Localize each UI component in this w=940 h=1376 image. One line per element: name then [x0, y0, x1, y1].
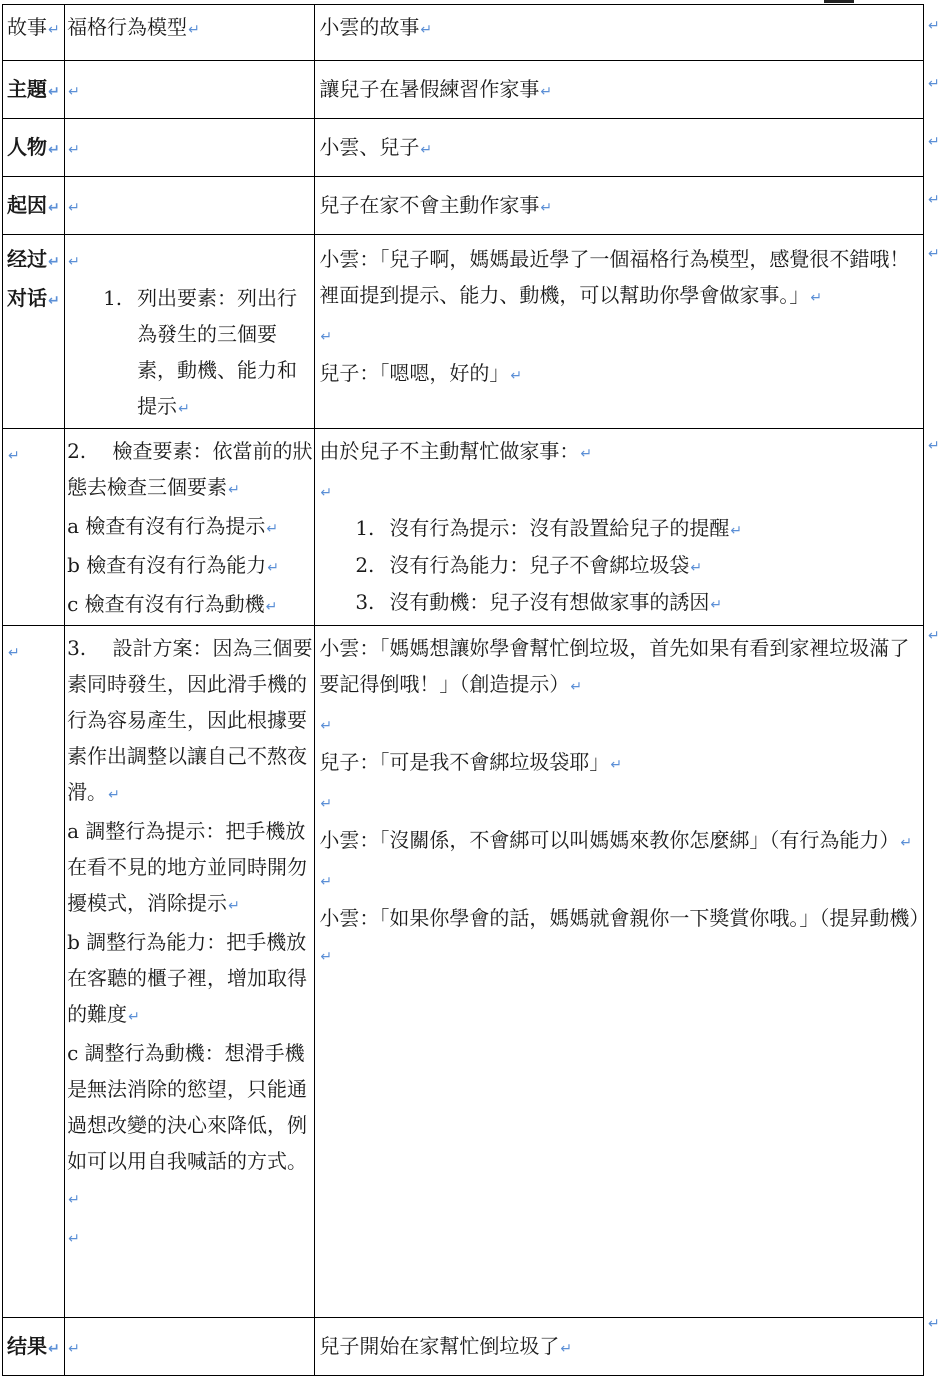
cause-label: 起因	[7, 193, 47, 217]
return-mark: ↵	[420, 22, 433, 38]
step2-row	[3, 429, 924, 626]
return-mark: ↵	[48, 293, 60, 309]
result-empty-cell	[65, 1318, 315, 1376]
process-label-cell	[3, 235, 65, 429]
return-mark: ↵	[68, 1341, 80, 1357]
process-label-line2	[7, 280, 64, 319]
process-step1-cell	[65, 235, 315, 429]
dialog1-line2: 兒子：「嗯嗯，好的」	[319, 361, 510, 385]
return-mark: ↵	[540, 84, 553, 100]
step3-blank	[67, 1218, 314, 1257]
step3-blank2	[319, 783, 923, 822]
return-mark: ↵	[8, 448, 20, 464]
step2-item1-num: 1.	[355, 516, 375, 540]
cause-value-cell	[315, 177, 924, 235]
step3-desc-cell	[65, 626, 315, 1318]
return-mark: ↵	[580, 446, 593, 462]
characters-row	[3, 119, 924, 177]
step2-item2-text: 沒有行為能力：兒子不會綁垃圾袋	[389, 553, 690, 577]
step3-d2-wrap	[319, 744, 923, 783]
return-mark: ↵	[68, 84, 80, 100]
header-col3-cell	[315, 5, 924, 61]
return-mark: ↵	[8, 645, 20, 661]
dialog1-line2-wrap	[319, 355, 923, 394]
return-mark: ↵	[320, 874, 333, 890]
return-mark: ↵	[900, 835, 913, 851]
step2-blank	[319, 472, 923, 511]
step3-heading-wrap	[67, 630, 314, 813]
return-mark: ↵	[228, 482, 240, 498]
return-mark: ↵	[68, 142, 80, 158]
step3-dialog3: 小雲：「沒關係，不會綁可以叫媽媽來教你怎麼綁」（有行為能力）	[319, 828, 900, 852]
cause-empty-cell	[65, 177, 315, 235]
return-mark: ↵	[68, 254, 80, 270]
header-col2: 福格行為模型	[67, 15, 188, 39]
step3-blank3	[319, 861, 923, 900]
header-col1-cell	[3, 5, 65, 61]
step3-heading: 3. 設計方案：因為三個要素同時發生，因此滑手機的行為容易產生，因此根據要素作出調整以讓自己不熬夜滑。	[67, 636, 313, 804]
return-mark: ↵	[48, 254, 60, 270]
step3-row	[3, 626, 924, 1318]
return-mark: ↵	[710, 597, 723, 613]
step3-d1-wrap	[319, 630, 923, 705]
step3-dialog1: 小雲：「媽媽想讓妳學會幫忙倒垃圾，首先如果有看到家裡垃圾滿了要記得倒哦！」（創造提示）	[319, 636, 910, 696]
process-dialog-cell	[315, 235, 924, 429]
story-table	[2, 4, 930, 1376]
result-label-cell	[3, 1318, 65, 1376]
step3-dialog-cell	[315, 626, 930, 1318]
return-mark: ↵	[320, 796, 333, 812]
step2-list-item	[319, 511, 923, 548]
return-mark: ↵	[560, 1341, 573, 1357]
theme-value: 讓兒子在暑假練習作家事	[319, 77, 540, 101]
step2-heading-wrap	[67, 433, 314, 508]
result-value-cell	[315, 1318, 924, 1376]
return-mark: ↵	[48, 142, 60, 158]
theme-empty-cell	[65, 61, 315, 119]
return-mark: ↵	[570, 679, 583, 695]
theme-label-cell	[3, 61, 65, 119]
return-mark: ↵	[320, 329, 333, 345]
step3-a-wrap	[67, 813, 314, 924]
step2-desc-cell	[65, 429, 315, 626]
step3-a: a 調整行為提示：把手機放在看不見的地方並同時開勿擾模式，消除提示	[67, 819, 308, 915]
return-mark: ↵	[108, 787, 120, 803]
characters-label-cell	[3, 119, 65, 177]
return-mark: ↵	[48, 22, 60, 38]
cause-row	[3, 177, 924, 235]
return-mark: ↵	[128, 1009, 140, 1025]
return-mark: ↵	[68, 1192, 80, 1208]
process-label2: 对话	[7, 286, 47, 310]
return-mark: ↵	[265, 599, 278, 615]
step2-c-wrap	[67, 586, 314, 625]
header-col3: 小雲的故事	[319, 15, 420, 39]
dialog1-line1-wrap	[319, 241, 923, 316]
step3-b-wrap	[67, 924, 314, 1035]
step2-heading: 2. 檢查要素：依當前的狀態去檢查三個要素	[67, 439, 313, 499]
result-value: 兒子開始在家幫忙倒垃圾了	[319, 1334, 560, 1358]
header-col1: 故事	[7, 15, 47, 39]
process-label-line1	[7, 241, 64, 280]
header-col2-cell	[65, 5, 315, 61]
step2-item1-text: 沒有行為提示：沒有設置給兒子的提醒	[389, 516, 730, 540]
process-step-blank	[67, 241, 314, 280]
step1-text: 列出要素：列出行為發生的三個要素，動機、能力和提示	[137, 286, 298, 418]
step2-intro: 由於兒子不主動幫忙做家事：	[319, 439, 580, 463]
return-mark: ↵	[68, 200, 80, 216]
cause-value: 兒子在家不會主動作家事	[319, 193, 540, 217]
row-end-mark: ↵	[928, 246, 940, 262]
characters-value: 小雲、兒子	[319, 135, 420, 159]
step2-intro-wrap	[319, 433, 923, 472]
dialog1-blank	[319, 316, 923, 355]
theme-value-cell	[315, 61, 924, 119]
step1-number: 1.	[103, 286, 123, 310]
return-mark: ↵	[320, 485, 333, 501]
step2-item2-num: 2.	[355, 553, 375, 577]
return-mark: ↵	[267, 560, 279, 576]
step2-label-cell	[3, 429, 65, 626]
step1-list-item	[67, 280, 314, 427]
step2-c: c 檢查有沒有行為動機	[67, 592, 265, 616]
return-mark: ↵	[266, 521, 279, 537]
row-end-mark: ↵	[928, 134, 940, 150]
return-mark: ↵	[48, 200, 60, 216]
return-mark: ↵	[540, 200, 553, 216]
process-row	[3, 235, 924, 429]
result-row	[3, 1318, 924, 1376]
process-label1: 经过	[7, 247, 47, 271]
return-mark: ↵	[48, 84, 60, 100]
characters-label: 人物	[7, 135, 47, 159]
step3-d4-wrap	[319, 900, 930, 975]
characters-empty-cell	[65, 119, 315, 177]
characters-value-cell	[315, 119, 924, 177]
return-mark: ↵	[730, 523, 743, 539]
cause-label-cell	[3, 177, 65, 235]
step2-list-item	[319, 585, 923, 622]
step2-item3-text: 沒有動機：兒子沒有想做家事的誘因	[389, 590, 710, 614]
step3-blank1	[319, 705, 923, 744]
step2-item3-num: 3.	[355, 590, 375, 614]
return-mark: ↵	[178, 401, 190, 417]
step2-list-item	[319, 548, 923, 585]
row-end-mark: ↵	[928, 628, 940, 644]
step2-b: b 檢查有沒有行為能力	[67, 553, 267, 577]
theme-label: 主題	[7, 77, 47, 101]
step2-a: a 檢查有沒有行為提示	[67, 514, 266, 538]
return-mark: ↵	[320, 949, 333, 965]
row-end-mark: ↵	[928, 192, 940, 208]
step3-label-cell	[3, 626, 65, 1318]
return-mark: ↵	[690, 560, 703, 576]
row-end-mark: ↵	[928, 76, 940, 92]
row-end-mark: ↵	[928, 1316, 940, 1332]
return-mark: ↵	[68, 1231, 80, 1247]
return-mark: ↵	[228, 898, 240, 914]
row-end-mark: ↵	[928, 18, 940, 34]
return-mark: ↵	[48, 1341, 60, 1357]
return-mark: ↵	[810, 290, 823, 306]
step2-b-wrap	[67, 547, 314, 586]
dialog1-line1: 小雲：「兒子啊，媽媽最近學了一個福格行為模型，感覺很不錯哦！裡面提到提示、能力、動機，可以幫助你學會做家事。」	[319, 247, 910, 307]
step3-c: c 調整行為動機：想滑手機是無法消除的慾望，只能通過想改變的決心來降低，例如可以用自我喊話的方式。	[67, 1041, 308, 1173]
header-row	[3, 5, 924, 61]
step3-dialog4: 小雲：「如果你學會的話，媽媽就會親你一下獎賞你哦。」（提昇動機）	[319, 906, 930, 930]
result-label: 结果	[7, 1334, 47, 1358]
theme-row	[3, 61, 924, 119]
top-edge-mark	[824, 0, 854, 3]
step3-c-wrap	[67, 1035, 314, 1218]
return-mark: ↵	[320, 718, 333, 734]
return-mark: ↵	[188, 22, 200, 38]
return-mark: ↵	[420, 142, 433, 158]
return-mark: ↵	[510, 368, 523, 384]
row-end-mark: ↵	[928, 438, 940, 454]
step3-d3-wrap	[319, 822, 923, 861]
step2-a-wrap	[67, 508, 314, 547]
step2-dialog-cell	[315, 429, 924, 626]
step3-b: b 調整行為能力：把手機放在客聽的櫃子裡，增加取得的難度	[67, 930, 308, 1026]
step3-dialog2: 兒子：「可是我不會綁垃圾袋耶」	[319, 750, 610, 774]
return-mark: ↵	[610, 757, 623, 773]
